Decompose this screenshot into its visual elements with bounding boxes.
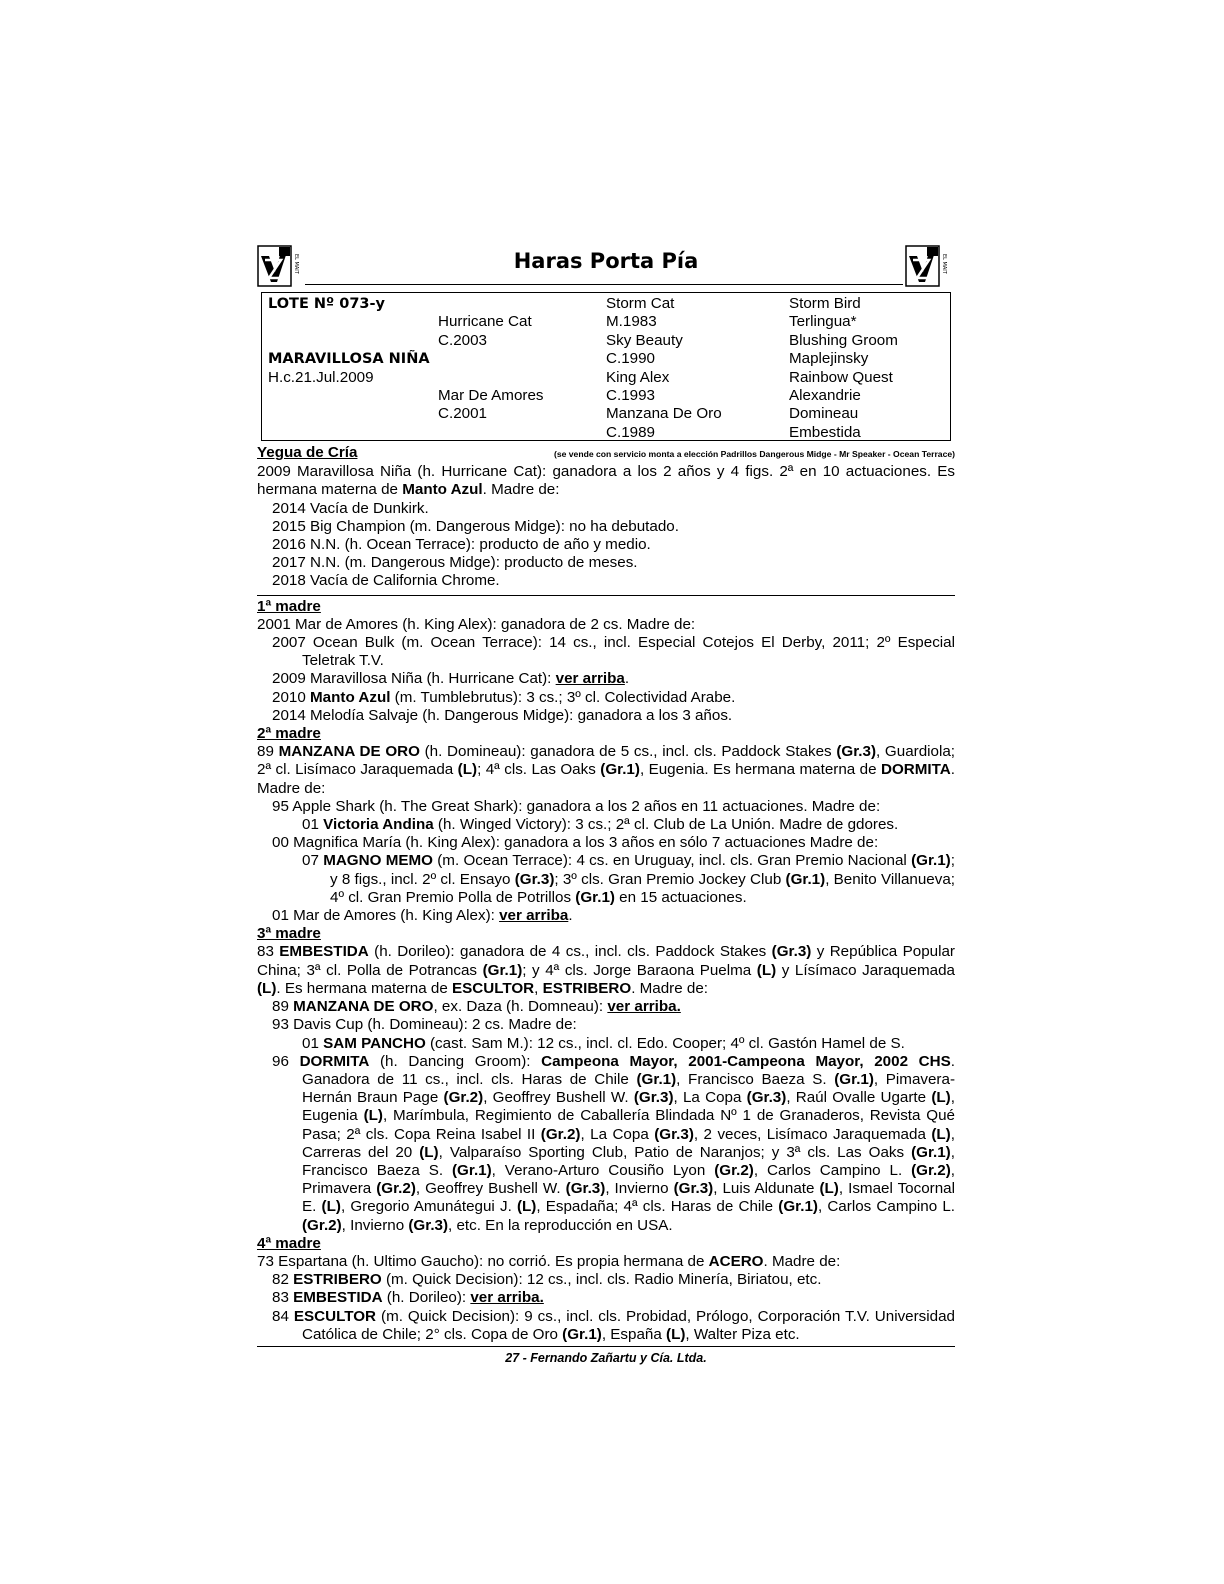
bold-text-run: ESTRIBERO bbox=[542, 979, 632, 997]
madre4-intro bbox=[257, 1253, 955, 1271]
text-run: , La Copa bbox=[580, 1125, 655, 1143]
pedigree-col-grandparents bbox=[606, 295, 788, 442]
text-run: , Ismael Tocornal E. bbox=[302, 1180, 955, 1216]
bold-text-run: ACERO bbox=[708, 1252, 764, 1270]
produce-line bbox=[257, 1308, 955, 1344]
haras-logo-icon bbox=[905, 244, 951, 288]
text-run: , Invierno bbox=[605, 1180, 674, 1198]
ver-arriba-link[interactable]: ver arriba bbox=[555, 670, 625, 688]
text-run: . Es hermana materna de bbox=[276, 979, 452, 997]
produce-line: 2014 Melodía Salvaje (h. Dangerous Midge): ganadora a los 3 años. bbox=[272, 706, 733, 724]
pedigree-cell: Alexandrie bbox=[789, 386, 861, 404]
produce-line: 2016 N.N. (h. Ocean Terrace): producto de año y medio. bbox=[272, 536, 651, 554]
pedigree-cell: Sky Beauty bbox=[606, 331, 683, 349]
pedigree-cell: King Alex bbox=[606, 368, 670, 386]
text-run: , Invierno bbox=[341, 1216, 409, 1234]
text-run: 01 bbox=[302, 816, 324, 834]
produce-line: 2009 Maravillosa Niña (h. Hurricane Cat): ver arriba. bbox=[272, 670, 630, 688]
produce-line: 2015 Big Champion (m. Dangerous Midge): no ha debutado. bbox=[272, 517, 679, 535]
madre3-heading: 3ª madre bbox=[257, 925, 321, 943]
dam-name: Mar De Amores bbox=[438, 386, 544, 404]
bold-text-run: ESCULTOR bbox=[452, 979, 535, 997]
bold-text-run: (Gr.2) bbox=[714, 1161, 754, 1179]
section-divider bbox=[257, 595, 955, 596]
ver-arriba-link[interactable]: ver arriba. bbox=[607, 998, 681, 1016]
text-run: (h. Dorileo): ganadora de 4 cs., incl. cls. Paddock Stakes bbox=[368, 943, 772, 961]
produce-line: 2017 N.N. (m. Dangerous Midge): producto de meses. bbox=[272, 554, 638, 572]
madre2-heading: 2ª madre bbox=[257, 725, 321, 743]
ver-arriba-link[interactable]: ver arriba. bbox=[470, 1289, 544, 1307]
bold-text-run: (Gr.2) bbox=[911, 1161, 951, 1179]
page-footer: 27 - Fernando Zañartu y Cía. Ltda. bbox=[505, 1350, 707, 1365]
bold-text-run: (Gr.1) bbox=[636, 1070, 677, 1088]
bold-text-run: (Gr.3) bbox=[746, 1089, 787, 1107]
text-run: 73 Espartana (h. Ultimo Gaucho): no corrió. Es propia hermana de bbox=[257, 1252, 709, 1270]
bold-text-run: MAGNO MEMO bbox=[323, 852, 433, 870]
bold-text-run: MANZANA DE ORO bbox=[278, 743, 420, 761]
text-run: . Ganadora de 11 cs., incl. cls. Haras de Chile bbox=[302, 1052, 955, 1088]
sire-name: Hurricane Cat bbox=[438, 313, 532, 331]
bold-text-run: (Gr.1) bbox=[834, 1070, 874, 1088]
text-run: , Geoffrey Bushell W. bbox=[415, 1180, 566, 1198]
text-run: ; 3º cls. Gran Premio Jockey Club bbox=[554, 870, 786, 888]
bold-text-run: EMBESTIDA bbox=[279, 943, 369, 961]
text-run: (h. Domineau): ganadora de 5 cs., incl. cls. Paddock Stakes bbox=[419, 743, 837, 761]
bold-text-run: (L) bbox=[516, 1198, 537, 1216]
bold-text-run: (Gr.1) bbox=[911, 1143, 951, 1161]
page-title: Haras Porta Pía bbox=[513, 249, 699, 273]
text-run: 84 bbox=[272, 1307, 294, 1325]
text-run: (m. Quick Decision): 12 cs., incl. cls. Radio Minería, Biriatou, etc. bbox=[381, 1271, 822, 1289]
bold-text-run: (L) bbox=[756, 961, 777, 979]
produce-line: 2007 Ocean Bulk (m. Ocean Terrace): 14 cs., incl. Especial Cotejos El Derby, 2011; 2º Especial Teletrak T.V. bbox=[272, 634, 955, 670]
text-run: , Espadaña; 4ª cls. Haras de Chile bbox=[536, 1198, 779, 1216]
pedigree-col-great-grandparents bbox=[789, 295, 949, 442]
yegua-heading: Yegua de Cría bbox=[257, 444, 358, 461]
bold-text-run: (Gr.2) bbox=[302, 1216, 342, 1234]
text-run: , Verano-Arturo Cousiño Lyon bbox=[491, 1161, 715, 1179]
text-run: (m. Quick Decision): 9 cs., incl. cls. Probidad, Prólogo, Corporación T.V. Universidad Católica de Chile; 2° cls. Copa de Oro bbox=[302, 1307, 955, 1343]
produce-line: 89 MANZANA DE ORO, ex. Daza (h. Domneau): ver arriba. bbox=[272, 998, 681, 1016]
produce-line: 2018 Vacía de California Chrome. bbox=[272, 572, 500, 590]
bold-text-run: (Gr.2) bbox=[540, 1125, 581, 1143]
bold-text-run: (Gr.3) bbox=[654, 1125, 694, 1143]
text-run: , bbox=[534, 979, 543, 997]
bold-text-run: (L) bbox=[257, 979, 277, 997]
text-run: , Geoffrey Bushell W. bbox=[483, 1089, 634, 1107]
produce-line: 01 Mar de Amores (h. King Alex): ver arriba. bbox=[272, 907, 573, 925]
pedigree-cell: Manzana De Oro bbox=[606, 405, 722, 423]
text-run: . Madre de: bbox=[257, 761, 955, 797]
bold-text-run: (Gr.3) bbox=[836, 743, 877, 761]
bold-text-run: SAM PANCHO bbox=[323, 1034, 426, 1052]
madre3-intro bbox=[257, 943, 955, 998]
text-run: 82 bbox=[272, 1271, 294, 1289]
yegua-section-header bbox=[257, 444, 955, 463]
bold-text-run: (Gr.3) bbox=[514, 870, 555, 888]
bold-text-run: (Gr.1) bbox=[482, 961, 523, 979]
header-rule bbox=[305, 284, 903, 285]
text-run: , Marímbula, Regimiento de Caballería Blindada Nº 1 de Granaderos, Revista Qué Pasa; 2ª cls. Copa Reina Isabel II bbox=[302, 1107, 955, 1143]
pedigree-cell: Domineau bbox=[789, 405, 859, 423]
text-run: (h. Winged Victory): 3 cs.; 2ª cl. Club de La Unión. Madre de gdores. bbox=[433, 816, 899, 834]
pedigree-col-horse bbox=[268, 295, 438, 387]
text-run: . Madre de: bbox=[631, 979, 709, 997]
text-run: , etc. En la reproducción en USA. bbox=[448, 1216, 673, 1234]
text-run: , Guardiola; 2ª cl. Lisímaco Jaraquemada bbox=[257, 743, 956, 779]
page-header bbox=[257, 240, 955, 290]
text-run: , Eugenia. Es hermana materna de bbox=[639, 761, 882, 779]
bold-text-run: (L) bbox=[457, 761, 478, 779]
pedigree-cell: Embestida bbox=[789, 423, 861, 441]
text-run: , Luis Aldunate bbox=[713, 1180, 820, 1198]
text-run: ; y 4ª cls. Jorge Baraona Puelma bbox=[522, 961, 757, 979]
bold-text-run: (L) bbox=[931, 1125, 951, 1143]
produce-subline bbox=[257, 816, 955, 834]
bold-text-run: (Gr.1) bbox=[600, 761, 640, 779]
produce-line: 2010 Manto Azul (m. Tumblebrutus): 3 cs.; 3º cl. Colectividad Arabe. bbox=[272, 688, 736, 706]
bold-text-run: (Gr.3) bbox=[673, 1180, 714, 1198]
pedigree-table bbox=[261, 292, 951, 441]
text-run: , Walter Piza etc. bbox=[685, 1325, 800, 1343]
pedigree-cell: Blushing Groom bbox=[789, 331, 898, 349]
text-run: (h. Dancing Groom): bbox=[369, 1052, 542, 1070]
text-run: , Carlos Campino L. bbox=[817, 1198, 956, 1216]
pedigree-cell: C.1993 bbox=[606, 386, 655, 404]
bold-text-run: (Gr.2) bbox=[443, 1089, 484, 1107]
bold-text-run: DORMITA bbox=[881, 761, 951, 779]
bold-text-run: Victoria Andina bbox=[323, 816, 434, 834]
catalog-page bbox=[257, 240, 955, 1367]
pedigree-cell: Maplejinsky bbox=[789, 350, 869, 368]
produce-line: 00 Magnifica María (h. King Alex): ganadora a los 3 años en sólo 7 actuaciones Madre de: bbox=[272, 834, 879, 852]
text-run: , Pimavera-Hernán Braun Page bbox=[302, 1070, 955, 1107]
produce-line: 93 Davis Cup (h. Domineau): 2 cs. Madre de: bbox=[272, 1016, 577, 1034]
produce-line: 2014 Vacía de Dunkirk. bbox=[272, 499, 429, 517]
bold-text-run: (L) bbox=[931, 1089, 951, 1107]
pedigree-cell: Storm Bird bbox=[789, 295, 861, 312]
produce-subline bbox=[257, 1035, 955, 1053]
pedigree-cell: Storm Cat bbox=[606, 295, 675, 312]
text-run: , Francisco Baeza S. bbox=[676, 1070, 835, 1088]
bold-text-run: (Gr.3) bbox=[771, 943, 812, 961]
madre1-intro: 2001 Mar de Amores (h. King Alex): ganadora de 2 cs. Madre de: bbox=[257, 615, 696, 633]
text-run: , Benito Villanueva; 4º cl. Gran Premio Polla de Potrillos bbox=[330, 870, 955, 906]
produce-subline bbox=[257, 852, 955, 907]
text-run: en 15 actuaciones. bbox=[614, 888, 747, 906]
dam-year: C.2001 bbox=[438, 405, 487, 423]
produce-line: 83 EMBESTIDA (h. Dorileo): ver arriba. bbox=[272, 1289, 544, 1307]
bold-text-run: (Gr.1) bbox=[778, 1198, 818, 1216]
madre1-heading: 1ª madre bbox=[257, 597, 321, 615]
madre4-heading: 4ª madre bbox=[257, 1234, 321, 1252]
text-run: . Madre de: bbox=[763, 1252, 841, 1270]
footer-rule bbox=[257, 1346, 955, 1347]
text-run: 96 bbox=[272, 1052, 300, 1070]
sire-year: C.2003 bbox=[438, 331, 487, 349]
text-run: (cast. Sam M.): 12 cs., incl. cl. Edo. Cooper; 4º cl. Gastón Hamel de S. bbox=[425, 1034, 905, 1052]
produce-line bbox=[257, 1053, 955, 1235]
bold-text-run: (L) bbox=[321, 1198, 341, 1216]
svg-text:EL MAIT: EL MAIT bbox=[941, 254, 947, 274]
text-run: ; 4ª cls. Las Oaks bbox=[477, 761, 601, 779]
text-run: ; y 8 figs., incl. 2º cl. Ensayo bbox=[330, 852, 955, 888]
pedigree-cell: C.1990 bbox=[606, 350, 655, 368]
text-run: , 2 veces, Lisímaco Jaraquemada bbox=[693, 1125, 932, 1143]
text-run: 89 bbox=[257, 743, 279, 761]
text-run: y Lísímaco Jaraquemada bbox=[776, 961, 955, 979]
bold-text-run: ESCULTOR bbox=[293, 1307, 377, 1325]
text-run: , Valparaíso Sporting Club, Patio de Naranjos; y 3ª cls. Las Oaks bbox=[438, 1143, 912, 1161]
sale-note: (se vende con servicio monta a elección Padrillos Dangerous Midge - Mr Speaker - Ocean Terrace) bbox=[553, 449, 955, 459]
text-run: , Francisco Baeza S. bbox=[302, 1143, 955, 1179]
text-run: 83 bbox=[257, 943, 280, 961]
horse-name: MARAVILLOSA NIÑA bbox=[268, 351, 430, 368]
bold-text-run: (L) bbox=[819, 1180, 839, 1198]
bold-text-run: (Gr.2) bbox=[376, 1180, 416, 1198]
produce-line bbox=[257, 1271, 955, 1289]
pedigree-cell: Rainbow Quest bbox=[789, 368, 893, 386]
bold-text-run: (Gr.1) bbox=[785, 870, 826, 888]
pedigree-col-parents bbox=[438, 295, 606, 424]
bold-text-run: (Gr.1) bbox=[575, 888, 615, 906]
horse-info: H.c.21.Jul.2009 bbox=[268, 368, 374, 386]
text-run: , Raúl Ovalle Ugarte bbox=[786, 1089, 932, 1107]
bold-text-run: (Gr.3) bbox=[565, 1180, 606, 1198]
bold-text-run: (Gr.3) bbox=[408, 1216, 449, 1234]
bold-text-run: (L) bbox=[363, 1107, 383, 1125]
text-run: , Primavera bbox=[302, 1161, 955, 1198]
yegua-intro: 2009 Maravillosa Niña (h. Hurricane Cat): ganadora a los 2 años y 4 figs. 2ª en 10 actuaciones. Es hermana materna de Manto Azul. Madre de: bbox=[257, 463, 955, 499]
bold-text-run: Campeona Mayor, 2001-Campeona Mayor, 2002 CHS bbox=[541, 1052, 951, 1070]
madre2-intro bbox=[257, 743, 955, 798]
bold-text-run: ESTRIBERO bbox=[293, 1271, 382, 1289]
bold-text-run: (Gr.1) bbox=[452, 1161, 492, 1179]
text-run: , Gregorio Amunátegui J. bbox=[340, 1198, 517, 1216]
text-run: (m. Ocean Terrace): 4 cs. en Uruguay, incl. cls. Gran Premio Nacional bbox=[432, 852, 912, 870]
text-run: 01 bbox=[302, 1034, 324, 1052]
bold-text-run: (L) bbox=[666, 1325, 686, 1343]
pedigree-cell: C.1989 bbox=[606, 423, 655, 441]
text-run: y República Popular China; 3ª cl. Polla de Potrancas bbox=[257, 943, 955, 979]
text-run: , Eugenia bbox=[302, 1089, 955, 1125]
bold-text-run: (L) bbox=[419, 1143, 439, 1161]
bold-text-run: (Gr.1) bbox=[562, 1325, 602, 1343]
pedigree-cell: Terlingua* bbox=[789, 313, 857, 331]
text-run: , Carlos Campino L. bbox=[753, 1161, 912, 1179]
bold-text-run: (Gr.1) bbox=[911, 852, 951, 870]
bold-text-run: DORMITA bbox=[299, 1052, 370, 1070]
ver-arriba-link[interactable]: ver arriba bbox=[499, 907, 569, 925]
text-run: , España bbox=[601, 1325, 667, 1343]
pedigree-cell: M.1983 bbox=[606, 313, 657, 331]
text-run: , La Copa bbox=[673, 1089, 747, 1107]
text-run: , Carreras del 20 bbox=[302, 1125, 955, 1161]
bold-text-run: (Gr.3) bbox=[633, 1089, 674, 1107]
svg-text:EL MAIT: EL MAIT bbox=[293, 254, 299, 274]
lote-number: LOTE Nº 073-y bbox=[268, 296, 385, 312]
text-run: 07 bbox=[302, 852, 324, 870]
produce-line: 95 Apple Shark (h. The Great Shark): ganadora a los 2 años en 11 actuaciones. Madre de: bbox=[272, 797, 881, 815]
